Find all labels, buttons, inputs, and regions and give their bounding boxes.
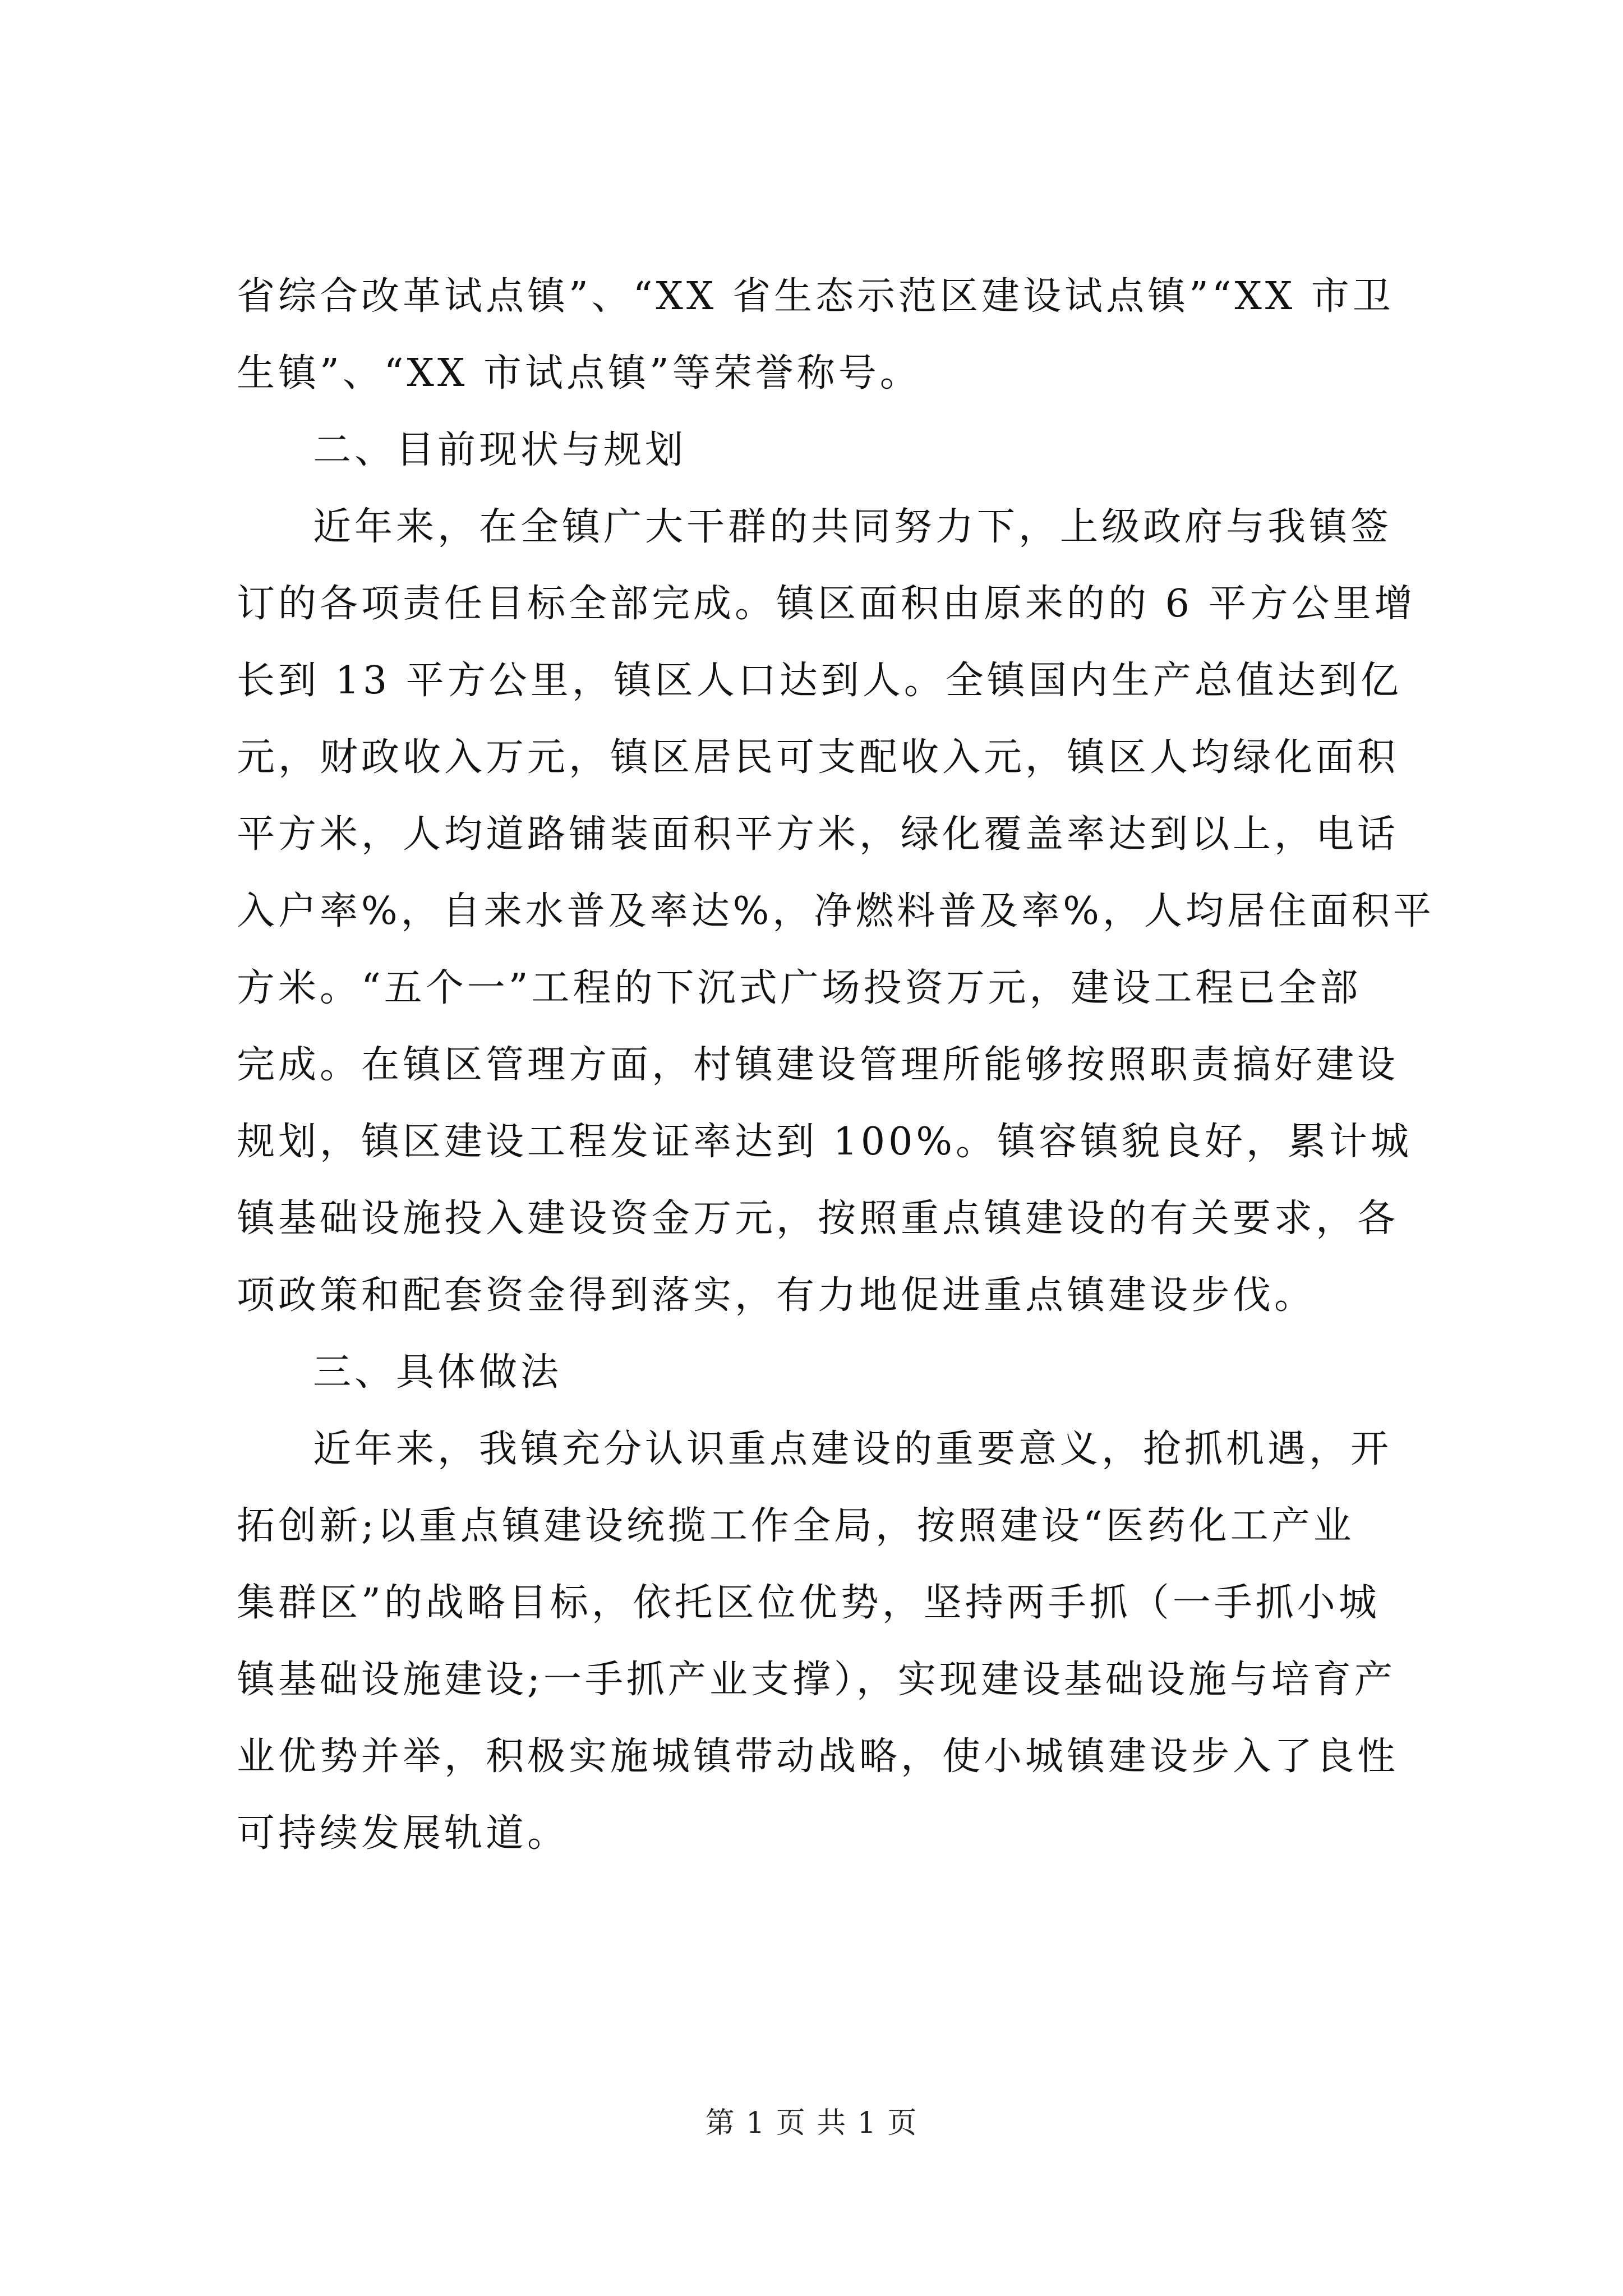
text-line: 方米。“五个一”工程的下沉式广场投资万元，建设工程已全部	[237, 966, 1362, 1010]
text-line: 平方米，人均道路铺装面积平方米，绿化覆盖率达到以上，电话	[237, 812, 1399, 857]
text-line: 集群区”的战略目标，依托区位优势，坚持两手抓（一手抓小城	[237, 1581, 1380, 1625]
text-line: 项政策和配套资金得到落实，有力地促进重点镇建设步伐。	[237, 1273, 1316, 1318]
text-line: 入户率%，自来水普及率达%，净燃料普及率%，人均居住面积平	[237, 889, 1435, 933]
text-line: 近年来，我镇充分认识重点建设的重要意义，抢抓机遇，开	[313, 1427, 1393, 1471]
document-body	[237, 258, 1435, 1872]
section-heading: 二、目前现状与规划	[313, 428, 687, 472]
text-line: 生镇”、“XX 市试点镇”等荣誉称号。	[237, 351, 921, 395]
text-line: 拓创新;以重点镇建设统揽工作全局，按照建设“医药化工产业	[237, 1504, 1355, 1548]
section-heading: 三、具体做法	[313, 1350, 562, 1395]
text-line: 省综合改革试点镇”、“XX 省生态示范区建设试点镇”“XX 市卫	[237, 274, 1394, 319]
page-footer: 第 1 页 共 1 页	[705, 2106, 918, 2140]
text-line: 订的各项责任目标全部完成。镇区面积由原来的的 6 平方公里增	[237, 582, 1416, 626]
text-line: 长到 13 平方公里，镇区人口达到人。全镇国内生产总值达到亿	[237, 659, 1402, 703]
text-line: 元，财政收入万元，镇区居民可支配收入元，镇区人均绿化面积	[237, 735, 1399, 780]
text-line: 完成。在镇区管理方面，村镇建设管理所能够按照职责搞好建设	[237, 1043, 1399, 1087]
text-line: 可持续发展轨道。	[237, 1811, 569, 1856]
text-line: 近年来，在全镇广大干群的共同努力下，上级政府与我镇签	[313, 505, 1393, 549]
text-line: 业优势并举，积极实施城镇带动战略，使小城镇建设步入了良性	[237, 1734, 1399, 1779]
text-line: 规划，镇区建设工程发证率达到 100%。镇容镇貌良好，累计城	[237, 1120, 1413, 1164]
text-line: 镇基础设施建设;一手抓产业支撑），实现建设基础设施与培育产	[237, 1658, 1396, 1702]
text-line: 镇基础设施投入建设资金万元，按照重点镇建设的有关要求，各	[237, 1197, 1399, 1241]
